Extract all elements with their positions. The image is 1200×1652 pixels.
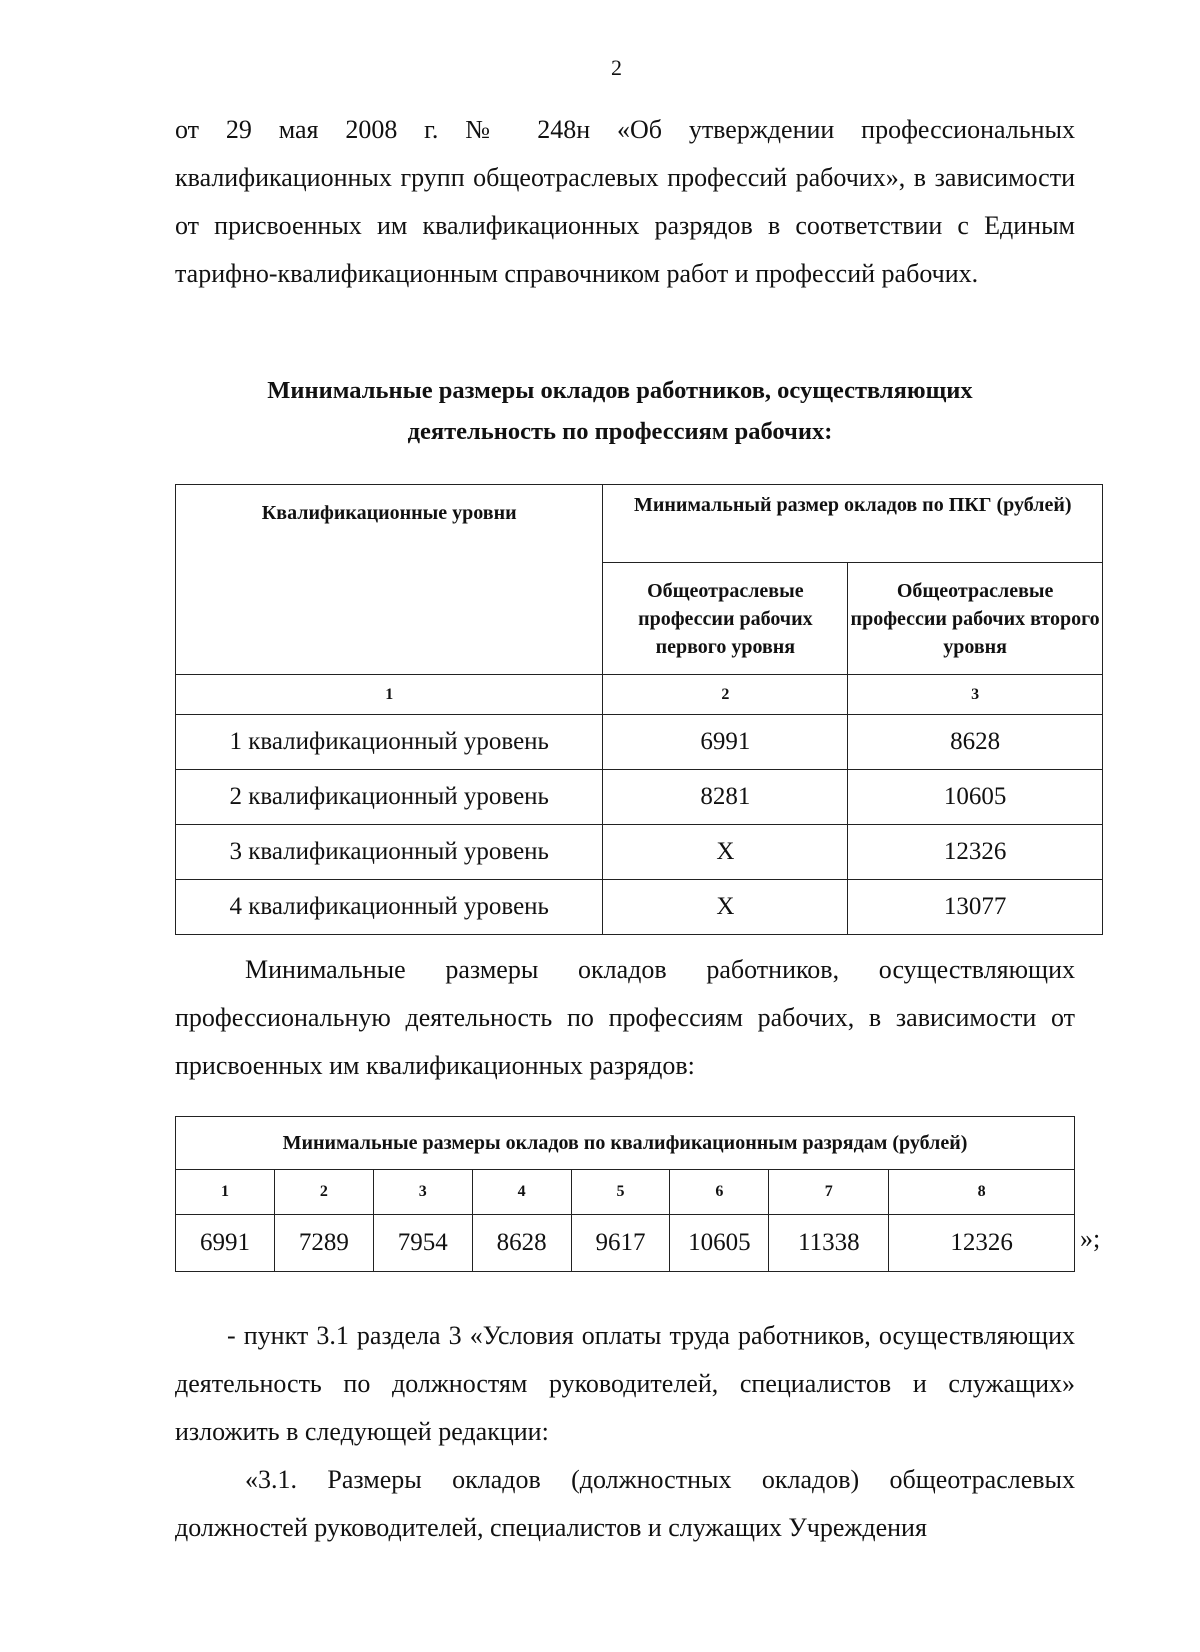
col-number-1: 1 xyxy=(176,675,603,715)
grade-number: 8 xyxy=(889,1170,1075,1215)
second-paragraph: Минимальные размеры окладов работников, осуществляющих профессиональную деятельность по профессиям рабочих, в зависимости от присвоенных им квалификационных разрядов: xyxy=(175,955,1075,1080)
grade-value: 7954 xyxy=(373,1215,472,1272)
level-label: 4 квалификационный уровень xyxy=(176,880,603,935)
second-level-value: 8628 xyxy=(848,715,1103,770)
grade-number: 5 xyxy=(571,1170,670,1215)
grades-table-header: Минимальные размеры окладов по квалификационным разрядам (рублей) xyxy=(176,1117,1075,1170)
second-level-value: 10605 xyxy=(848,770,1103,825)
col-number-2: 2 xyxy=(603,675,848,715)
grade-number: 3 xyxy=(373,1170,472,1215)
second-level-value: 12326 xyxy=(848,825,1103,880)
grade-number: 4 xyxy=(472,1170,571,1215)
grade-value: 6991 xyxy=(176,1215,275,1272)
first-level-value: Х xyxy=(603,880,848,935)
col-header-levels: Квалификационные уровни xyxy=(176,485,603,675)
grade-number: 1 xyxy=(176,1170,275,1215)
page-number: 2 xyxy=(611,55,622,80)
grade-number: 2 xyxy=(274,1170,373,1215)
grade-value: 8628 xyxy=(472,1215,571,1272)
third-paragraph: - пункт 3.1 раздела 3 «Условия оплаты труда работников, осуществляющих деятельность по должностям руководителей, специалистов и служащих» изложить в следующей редакции: xyxy=(175,1321,1075,1446)
closing-quote: »; xyxy=(1080,1224,1101,1253)
table-row xyxy=(176,770,1103,825)
grade-value: 12326 xyxy=(889,1215,1075,1272)
table-row xyxy=(176,880,1103,935)
level-label: 1 квалификационный уровень xyxy=(176,715,603,770)
section-heading xyxy=(160,370,1080,452)
first-level-value: 6991 xyxy=(603,715,848,770)
grade-value: 11338 xyxy=(769,1215,889,1272)
col-header-second-level: Общеотраслевые профессии рабочих второго уровня xyxy=(848,563,1103,675)
col-header-first-level: Общеотраслевые профессии рабочих первого уровня xyxy=(603,563,848,675)
heading-line-2: деятельность по профессиям рабочих: xyxy=(407,418,833,445)
col-number-3: 3 xyxy=(848,675,1103,715)
heading-line-1: Минимальные размеры окладов работников, осуществляющих xyxy=(267,377,973,404)
first-level-value: Х xyxy=(603,825,848,880)
grade-number: 7 xyxy=(769,1170,889,1215)
intro-paragraph: от 29 мая 2008 г. № 248н «Об утверждении профессиональных квалификационных групп общеотраслевых профессий рабочих», в зависимости от присвоенных им квалификационных разрядов в соответствии с Единым тарифно-квалификационным справочником работ и профессий рабочих. xyxy=(175,115,1075,288)
table-row xyxy=(176,715,1103,770)
level-label: 2 квалификационный уровень xyxy=(176,770,603,825)
level-label: 3 квалификационный уровень xyxy=(176,825,603,880)
grade-value: 9617 xyxy=(571,1215,670,1272)
fourth-paragraph: «3.1. Размеры окладов (должностных окладов) общеотраслевых должностей руководителей, специалистов и служащих Учреждения xyxy=(175,1465,1075,1542)
table-row xyxy=(176,825,1103,880)
grade-salaries-table xyxy=(175,1116,1075,1272)
col-header-group: Минимальный размер окладов по ПКГ (рублей) xyxy=(603,485,1103,563)
qualification-levels-table xyxy=(175,484,1103,935)
grade-value: 10605 xyxy=(670,1215,769,1272)
grade-number: 6 xyxy=(670,1170,769,1215)
second-level-value: 13077 xyxy=(848,880,1103,935)
first-level-value: 8281 xyxy=(603,770,848,825)
grade-value: 7289 xyxy=(274,1215,373,1272)
